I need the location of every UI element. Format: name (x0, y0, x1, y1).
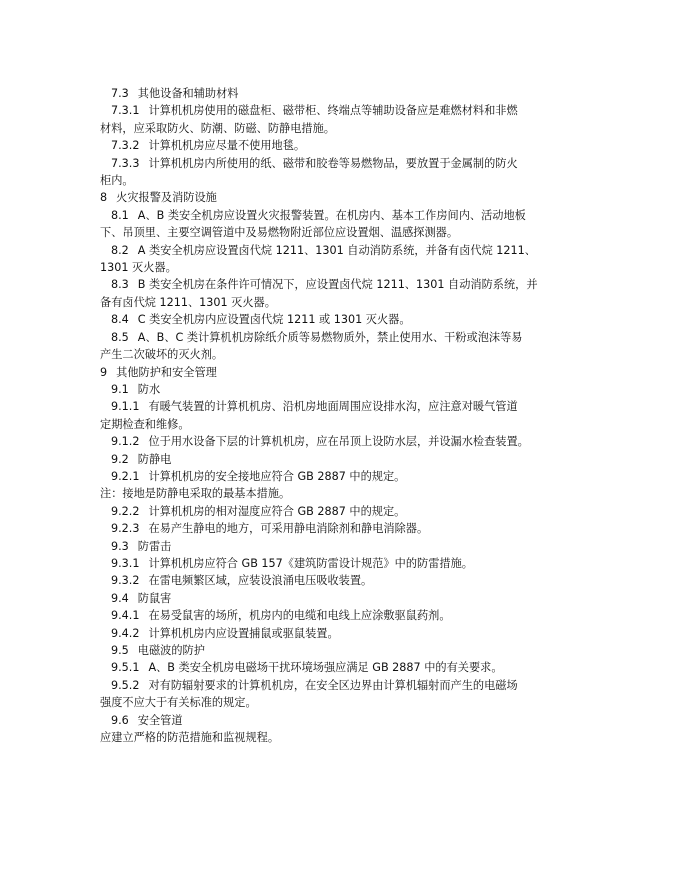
clause-text: 计算机机房应尽量不使用地毯。 (148, 139, 306, 153)
clause-line (100, 659, 546, 676)
clause-number: 9.2.2 (111, 504, 140, 518)
clause-line (100, 607, 546, 624)
clause-line (100, 329, 546, 346)
clause-number: 9.4.1 (111, 609, 140, 623)
text-line (100, 224, 546, 241)
clause-text: 定期检查和维修。 (100, 417, 190, 431)
clause-text: C 类安全机房内应设置卤代烷 1211 或 1301 灭火器。 (137, 313, 411, 327)
clause-line (100, 102, 546, 119)
clause-line (100, 276, 546, 293)
clause-number: 9.2.3 (111, 522, 140, 536)
clause-text: 在易受鼠害的场所，机房内的电缆和电线上应涂敷驱鼠药剂。 (148, 609, 451, 623)
clause-line (100, 538, 546, 555)
clause-text: 防雷击 (137, 539, 172, 553)
clause-text: A、B 类安全机房应设置火灾报警装置。在机房内、基本工作房间内、活动地板 (137, 208, 526, 222)
clause-line (100, 207, 546, 224)
clause-line (100, 189, 546, 206)
clause-text: 注：接地是防静电采取的最基本措施。 (100, 487, 291, 501)
clause-number: 7.3.2 (111, 139, 140, 153)
clause-line (100, 137, 546, 154)
clause-line (100, 85, 546, 102)
clause-number: 9.6 (111, 713, 129, 727)
clause-line (100, 677, 546, 694)
clause-text: 防静电 (137, 452, 172, 466)
text-line (100, 172, 546, 189)
clause-number: 8.1 (111, 208, 129, 222)
clause-text: 计算机机房内应设置捕鼠或驱鼠装置。 (148, 626, 339, 640)
clause-number: 8 (100, 191, 108, 205)
clause-number: 7.3 (111, 87, 129, 100)
clause-text: 在易产生静电的地方，可采用静电消除剂和静电消除器。 (148, 522, 429, 536)
text-line (100, 729, 546, 746)
clause-line (100, 381, 546, 398)
clause-line (100, 468, 546, 485)
clause-text: 强度不应大于有关标准的规定。 (100, 696, 257, 710)
clause-text: 计算机机房的安全接地应符合 GB 2887 中的规定。 (148, 469, 406, 483)
clause-line (100, 242, 546, 259)
clause-text: 计算机机房内所使用的纸、磁带和胶卷等易燃物品，要放置于金属制的防火 (148, 156, 518, 170)
clause-text: 其他设备和辅助材料 (137, 87, 239, 100)
clause-number: 9.5.1 (111, 661, 140, 675)
clause-number: 9.2 (111, 452, 129, 466)
clause-number: 9.4 (111, 591, 129, 605)
text-line (100, 259, 546, 276)
clause-text: 有暖气装置的计算机机房、沿机房地面周围应设排水沟，应注意对暖气管道 (148, 400, 518, 414)
clause-text: 产生二次破坏的灭火剂。 (100, 348, 224, 362)
clause-number: 7.3.1 (111, 104, 140, 118)
text-line (100, 485, 546, 502)
clause-text: 下、吊顶里、主要空调管道中及易燃物附近部位应设置烟、温感探测器。 (100, 226, 459, 240)
clause-text: 备有卤代烷 1211、1301 灭火器。 (100, 295, 276, 309)
clause-text: 在雷电频繁区域，应装设浪涌电压吸收装置。 (148, 574, 373, 588)
clause-text: 应建立严格的防范措施和监视规程。 (100, 731, 280, 745)
clause-line (100, 625, 546, 642)
clause-number: 9.3.1 (111, 556, 140, 570)
clause-text: B 类安全机房在条件许可情况下，应设置卤代烷 1211、1301 自动消防系统，并 (137, 278, 538, 292)
clause-line (100, 398, 546, 415)
clause-text: 火灾报警及消防设施 (116, 191, 217, 205)
text-line (100, 416, 546, 433)
clause-number: 8.3 (111, 278, 129, 292)
clause-text: 对有防辐射要求的计算机机房，在安全区边界由计算机辐射而产生的电磁场 (148, 678, 518, 692)
clause-line (100, 712, 546, 729)
clause-number: 9.5.2 (111, 678, 140, 692)
clause-number: 9.1.1 (111, 400, 140, 414)
clause-line (100, 520, 546, 537)
clause-text: 材料，应采取防火、防潮、防磁、防静电措施。 (100, 121, 335, 135)
clause-text: 安全管道 (137, 713, 183, 727)
clause-text: A、B 类安全机房电磁场干扰环境场强应满足 GB 2887 中的有关要求。 (148, 661, 503, 675)
clause-line (100, 590, 546, 607)
clause-line (100, 451, 546, 468)
clause-text: 位于用水设备下层的计算机机房，应在吊顶上设防水层，并设漏水检查装置。 (148, 435, 529, 449)
clause-text: A、B、C 类计算机机房除纸介质等易燃物质外，禁止使用水、干粉或泡沫等易 (137, 330, 523, 344)
clause-line (100, 311, 546, 328)
clause-line (100, 155, 546, 172)
clause-text: 计算机机房应符合 GB 157《建筑防雷设计规范》中的防雷措施。 (148, 556, 473, 570)
clause-line (100, 433, 546, 450)
clause-number: 9.1 (111, 382, 129, 396)
clause-number: 9.2.1 (111, 469, 140, 483)
clause-number: 9 (100, 365, 108, 379)
clause-text: 防鼠害 (137, 591, 172, 605)
clause-line (100, 364, 546, 381)
text-line (100, 120, 546, 137)
clause-number: 8.5 (111, 330, 129, 344)
clause-number: 8.2 (111, 243, 129, 257)
clause-text: 防水 (137, 382, 161, 396)
text-line (100, 346, 546, 363)
clause-text: 1301 灭火器。 (100, 261, 177, 275)
clause-text: 计算机机房使用的磁盘柜、磁带柜、终端点等辅助设备应是难燃材料和非燃 (148, 104, 518, 118)
clause-text: 计算机机房的相对湿度应符合 GB 2887 中的规定。 (148, 504, 406, 518)
text-line (100, 694, 546, 711)
clause-number: 9.1.2 (111, 435, 140, 449)
clause-text: A 类安全机房应设置卤代烷 1211、1301 自动消防系统，并备有卤代烷 1211、 (137, 243, 536, 257)
clause-text: 其他防护和安全管理 (116, 365, 217, 379)
clause-line (100, 503, 546, 520)
clause-text: 柜内。 (100, 174, 134, 188)
clause-number: 9.3.2 (111, 574, 140, 588)
document-body (100, 85, 546, 746)
clause-number: 9.3 (111, 539, 129, 553)
clause-number: 9.5 (111, 644, 129, 657)
text-line (100, 294, 546, 311)
clause-number: 8.4 (111, 313, 129, 327)
clause-line (100, 642, 546, 659)
clause-text: 电磁波的防护 (137, 644, 205, 657)
clause-line (100, 572, 546, 589)
clause-number: 9.4.2 (111, 626, 140, 640)
clause-line (100, 555, 546, 572)
clause-number: 7.3.3 (111, 156, 140, 170)
